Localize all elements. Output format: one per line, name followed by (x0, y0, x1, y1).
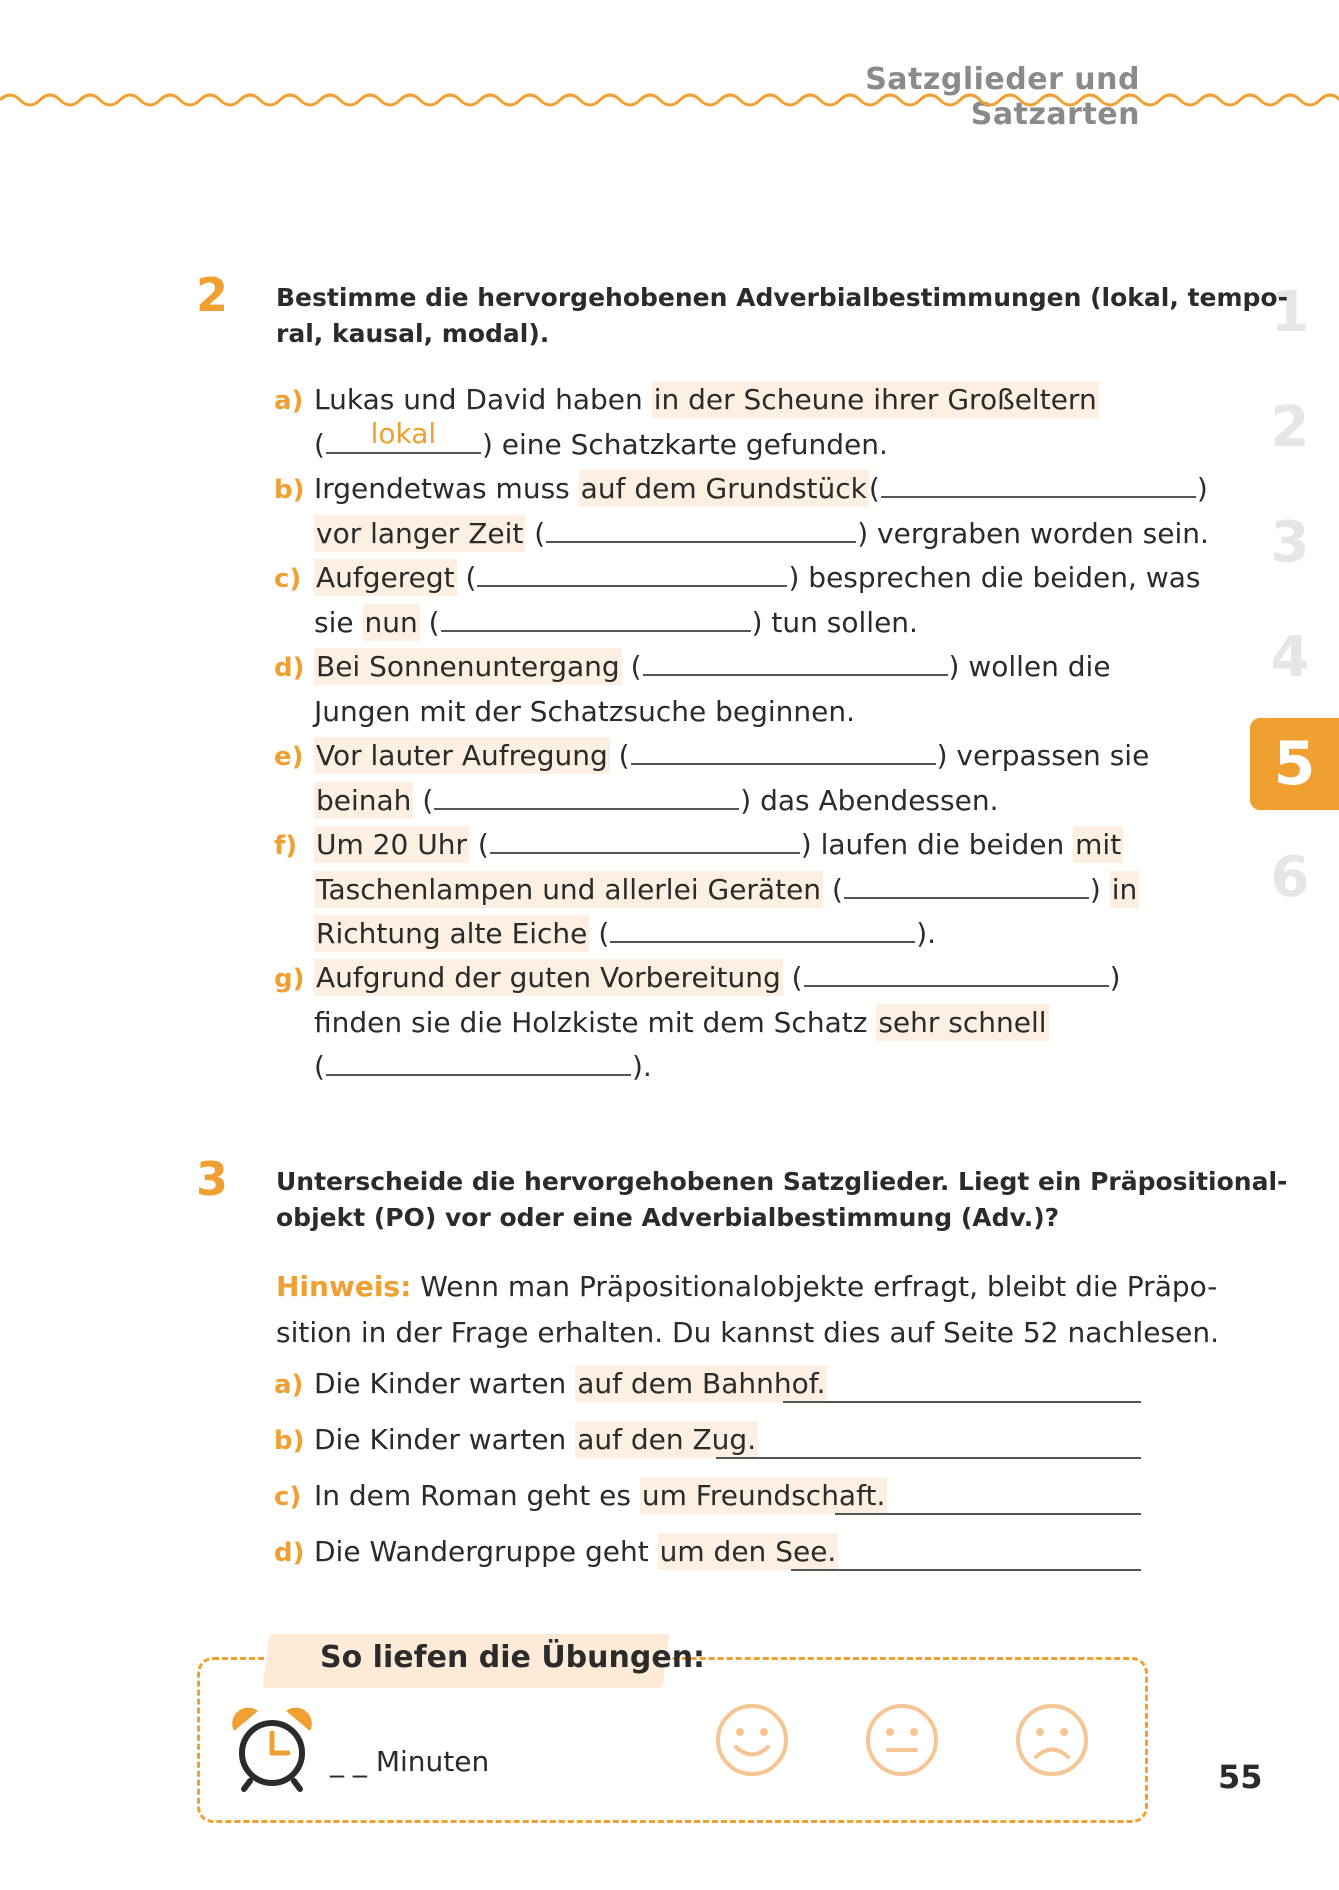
task3-hint (276, 1264, 1219, 1356)
answer-blank-c2[interactable] (441, 602, 751, 632)
answer-blank-g2[interactable] (326, 1046, 631, 1076)
highlight: Taschenlampen und allerlei Geräten (316, 873, 822, 906)
answer-blank-f1[interactable] (490, 824, 800, 854)
paren: ( (598, 917, 610, 950)
task-number-2: 2 (196, 268, 229, 322)
highlight: beinah (316, 784, 412, 817)
exercise-d-line1 (274, 645, 1154, 690)
paren: ( (868, 472, 880, 505)
highlight: vor langer Zeit (316, 517, 524, 550)
paren: ) (1196, 472, 1208, 505)
item-letter: b) (274, 1426, 305, 1456)
exercise-b-line2 (274, 512, 1209, 556)
task3-item-c (274, 1474, 887, 1519)
exercise-e-line2 (274, 779, 1154, 823)
answer-blank-b1[interactable] (881, 468, 1196, 498)
section-title: Satzglieder und Satzarten (865, 62, 1140, 132)
highlight: mit (1075, 828, 1122, 861)
chapter-tab-3[interactable]: 3 (1270, 510, 1310, 575)
task3-item-d (274, 1530, 838, 1575)
text: Jungen mit der Schatzsuche beginnen. (314, 695, 856, 728)
task2-exercises (274, 378, 1209, 1089)
task2-instruction-line2: ral, kausal, modal). (276, 319, 550, 348)
alarm-clock-icon (228, 1705, 316, 1793)
chapter-tab-5-active[interactable] (1250, 718, 1339, 810)
highlight: in (1111, 873, 1138, 906)
highlight: um Freundschaft. (641, 1479, 886, 1512)
chapter-tab-2[interactable]: 2 (1270, 395, 1310, 460)
exercise-c-line1 (274, 556, 1201, 601)
item-letter: c) (274, 1482, 302, 1512)
sad-face-icon[interactable] (1014, 1702, 1090, 1778)
hint-line1 (276, 1264, 1219, 1310)
answer-blank-g1[interactable] (804, 957, 1109, 987)
task3-instruction-line2: objekt (PO) vor oder eine Adverbialbestimmung (Adv.)? (276, 1203, 1060, 1232)
highlight: in der Scheune ihrer Großeltern (653, 383, 1097, 416)
highlight: Bei Sonnenuntergang (316, 650, 620, 683)
text: ) laufen die beiden (800, 828, 1074, 861)
text: Die Wandergruppe geht (314, 1535, 658, 1568)
page-number: 55 (1218, 1758, 1263, 1796)
answer-blank-f3[interactable] (610, 913, 915, 943)
hint-label: Hinweis: (276, 1270, 412, 1303)
hint-line2: sition in der Frage erhalten. Du kannst dies auf Seite 52 nachlesen. (276, 1316, 1219, 1349)
chapter-tab-5-label: 5 (1273, 729, 1316, 799)
exercise-c-line2 (274, 601, 1154, 645)
minutes-field (330, 1745, 489, 1778)
text: ) tun sollen. (751, 606, 918, 639)
paren: ( (465, 561, 477, 594)
paren: ) (1089, 873, 1101, 906)
exercise-e-line1 (274, 734, 1154, 779)
text: finden sie die Holzkiste mit dem Schatz (314, 1006, 877, 1039)
item-letter: d) (274, 653, 305, 683)
paren: ( (314, 1050, 325, 1083)
task2-instruction (276, 280, 1288, 352)
item-letter: g) (274, 964, 305, 994)
minutes-blank[interactable]: _ _ (330, 1745, 367, 1778)
text: In dem Roman geht es (314, 1479, 640, 1512)
paren: ( (477, 828, 489, 861)
answer-blank-a[interactable] (326, 417, 481, 454)
highlight: auf dem Grundstück (580, 472, 867, 505)
item-letter: f) (274, 831, 298, 861)
answer-blank-d[interactable] (643, 646, 948, 676)
item-letter: a) (274, 386, 304, 416)
highlight: nun (364, 606, 418, 639)
wavy-divider (0, 88, 1339, 112)
text: ) verpassen sie (936, 739, 1150, 772)
paren: ( (534, 517, 546, 550)
answer-line-d[interactable] (791, 1568, 1141, 1571)
paren: ( (831, 873, 843, 906)
item-letter: e) (274, 742, 304, 772)
text: Die Kinder warten (314, 1423, 576, 1456)
text: ) vergraben worden sein. (857, 517, 1209, 550)
chapter-tab-6[interactable]: 6 (1270, 845, 1310, 910)
sample-answer: lokal (370, 417, 437, 450)
paren: ( (422, 784, 434, 817)
task-number-3: 3 (196, 1152, 229, 1206)
item-letter: a) (274, 1370, 304, 1400)
text: ) das Abendessen. (740, 784, 999, 817)
highlight: auf den Zug. (577, 1423, 757, 1456)
paren: ( (314, 428, 325, 461)
item-letter: d) (274, 1538, 305, 1568)
highlight: Richtung alte Eiche (316, 917, 588, 950)
paren: ) (1109, 961, 1121, 994)
item-letter: b) (274, 475, 305, 505)
answer-line-a[interactable] (783, 1400, 1141, 1403)
text: ) besprechen die beiden, was (788, 561, 1201, 594)
text: ) eine Schatzkarte gefunden. (481, 428, 888, 461)
highlight: sehr schnell (878, 1006, 1047, 1039)
text: Die Kinder warten (314, 1367, 576, 1400)
text: ) wollen die (948, 650, 1111, 683)
answer-blank-e2[interactable] (434, 780, 739, 810)
paren: ( (630, 650, 642, 683)
paren: ( (791, 961, 803, 994)
happy-face-icon[interactable] (714, 1702, 790, 1778)
task3-item-b (274, 1418, 758, 1463)
text: Irgendetwas muss (314, 472, 579, 505)
highlight: Aufgrund der guten Vorbereitung (316, 961, 781, 994)
text: ). (631, 1050, 652, 1083)
minutes-label: Minuten (375, 1745, 490, 1778)
feedback-title: So liefen die Übungen: (320, 1640, 706, 1675)
exercise-a-line2 (274, 417, 1154, 467)
answer-blank-c1[interactable] (477, 557, 787, 587)
exercise-f-line2 (274, 868, 1154, 912)
neutral-face-icon[interactable] (864, 1702, 940, 1778)
exercise-g-line1 (274, 956, 1154, 1001)
chapter-tab-1[interactable]: 1 (1270, 280, 1310, 345)
answer-line-c[interactable] (835, 1512, 1141, 1515)
exercise-g-line2 (274, 1001, 1154, 1045)
answer-blank-f2[interactable] (844, 869, 1089, 899)
item-letter: c) (274, 564, 302, 594)
paren: ( (428, 606, 440, 639)
highlight: Aufgeregt (316, 561, 455, 594)
text: Lukas und David haben (314, 383, 652, 416)
text: sie (314, 606, 363, 639)
highlight: Vor lauter Aufregung (316, 739, 608, 772)
highlight: um den See. (659, 1535, 837, 1568)
task3-instruction-line1: Unterscheide die hervorgehobenen Satzglieder. Liegt ein Präpositional- (276, 1167, 1288, 1196)
text: ). (916, 917, 937, 950)
exercise-b-line1 (274, 467, 1208, 512)
exercise-f-line3 (274, 912, 1154, 956)
exercise-d-line2 (274, 690, 1154, 734)
answer-line-b[interactable] (716, 1456, 1141, 1459)
answer-blank-e1[interactable] (631, 735, 936, 765)
answer-blank-b2[interactable] (546, 513, 856, 543)
highlight: Um 20 Uhr (316, 828, 467, 861)
paren: ( (618, 739, 630, 772)
exercise-f-line1 (274, 823, 1154, 868)
exercise-g-line3 (274, 1045, 1154, 1089)
highlight: auf dem Bahnhof. (577, 1367, 826, 1400)
task3-item-a (274, 1362, 827, 1407)
chapter-tab-4[interactable]: 4 (1270, 625, 1310, 690)
hint-text: Wenn man Präpositionalobjekte erfragt, bleibt die Präpo- (411, 1270, 1218, 1303)
task3-instruction (276, 1164, 1287, 1236)
task2-instruction-line1: Bestimme die hervorgehobenen Adverbialbestimmungen (lokal, tempo- (276, 283, 1288, 312)
